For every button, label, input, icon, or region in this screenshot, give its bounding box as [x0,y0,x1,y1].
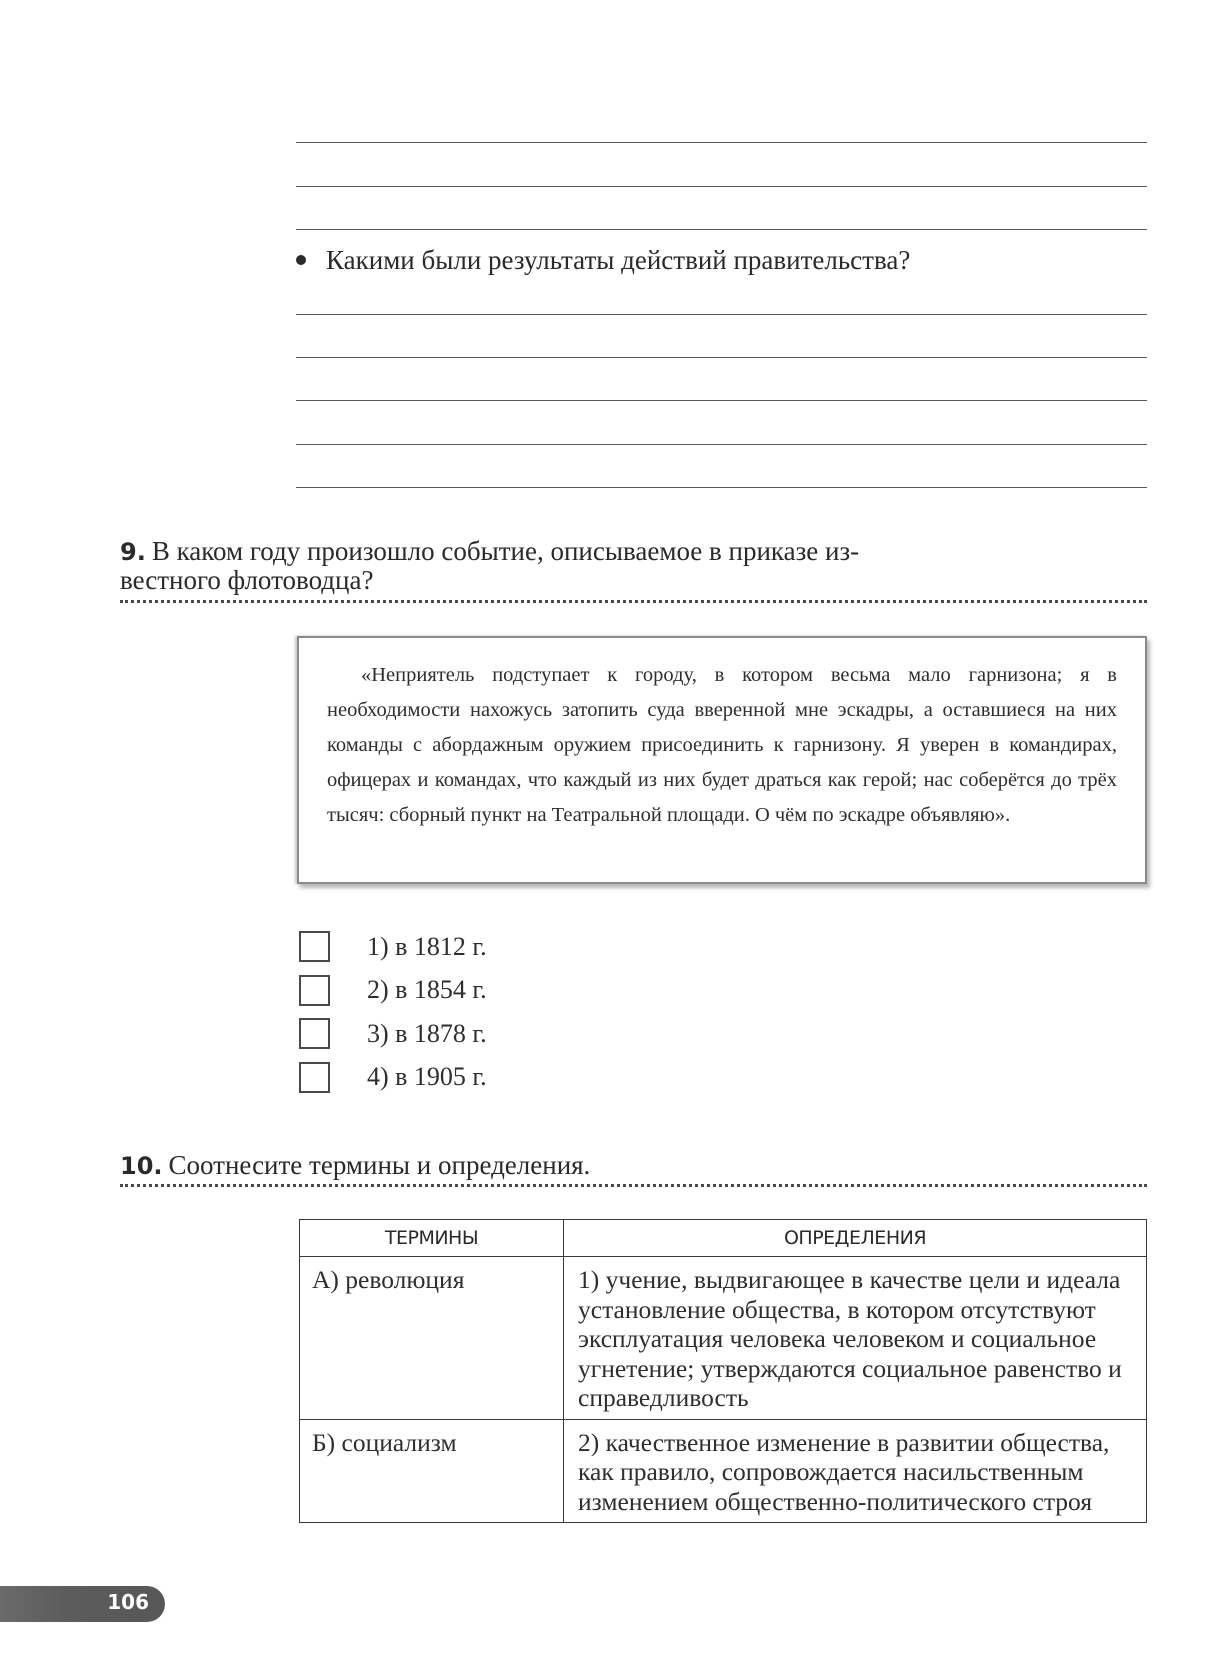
option-label: 4) в 1905 г. [367,1062,487,1092]
option-1[interactable] [299,925,487,969]
option-4[interactable] [299,1056,487,1100]
term-cell: Б) социализм [300,1419,564,1523]
table-row [300,1257,1147,1420]
term-cell: А) революция [300,1257,564,1420]
option-label: 2) в 1854 г. [367,975,487,1005]
task9-number: 9. [120,538,146,566]
bullet-question-text: Какими были результаты действий правительства? [326,245,911,275]
checkbox-option-2[interactable] [299,975,330,1006]
table-header-row [300,1220,1147,1257]
terms-definitions-table [299,1219,1147,1523]
task9-options [299,925,487,1099]
task9-title-line1: В каком году произошло событие, описываемое в приказе из- [151,536,860,566]
checkbox-option-1[interactable] [299,931,330,962]
option-label: 1) в 1812 г. [367,931,487,961]
task10-title-text: Соотнесите термины и определения. [168,1150,591,1180]
table-row [300,1419,1147,1523]
page-number-tab [0,1586,165,1622]
task10-title [120,1151,590,1180]
header-terms: ТЕРМИНЫ [300,1220,564,1257]
checkbox-option-3[interactable] [299,1018,330,1049]
answer-line[interactable] [296,186,1147,187]
task10-number: 10. [120,1152,163,1180]
option-label: 3) в 1878 г. [367,1018,487,1048]
bullet-question [296,244,910,276]
option-3[interactable] [299,1012,487,1056]
answer-line[interactable] [296,142,1147,143]
checkbox-option-4[interactable] [299,1062,330,1093]
quote-text: «Неприятель подступает к городу, в котором весьма мало гарнизона; я в необходимости нахожусь затопить суда вверенной мне эскадры, а оставшиеся на них команды с абордажным оружием присоединить к гарнизону. Я уверен в командирах, офицерах и командах, что каждый из них будет драться как герой; нас соберётся до трёх тысяч: сборный пункт на Театральной площади. О чём по эскадре объявляю». [327,664,1117,826]
task9-title-line2: вестного флотоводца? [120,565,374,595]
answer-line[interactable] [296,400,1147,401]
dotted-separator [120,1184,1147,1187]
answer-line[interactable] [296,314,1147,315]
definition-cell: 2) качественное изменение в развитии общества, как правило, сопровождается насильственным изменением общественно-политического строя [564,1419,1147,1523]
page-number: 106 [107,1590,149,1614]
answer-line[interactable] [296,487,1147,488]
bullet-icon [296,255,306,265]
quote-box [297,636,1147,884]
definition-cell: 1) учение, выдвигающее в качестве цели и идеала установление общества, в котором отсутствуют эксплуатация человека человеком и социальное угнетение; утверждаются социальное равенство и справедливость [564,1257,1147,1420]
answer-line[interactable] [296,444,1147,445]
option-2[interactable] [299,969,487,1013]
task9-title [120,537,859,594]
dotted-separator [120,600,1147,603]
header-definitions: ОПРЕДЕЛЕНИЯ [564,1220,1147,1257]
answer-line[interactable] [296,229,1147,230]
answer-line[interactable] [296,357,1147,358]
